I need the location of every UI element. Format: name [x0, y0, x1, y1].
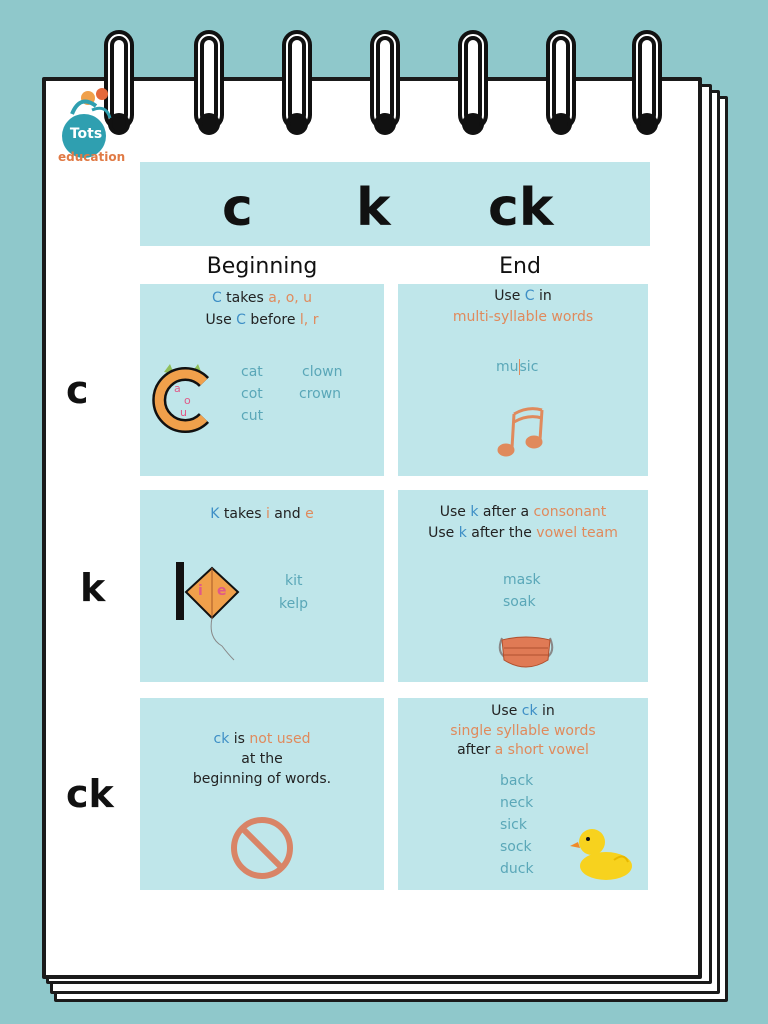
ck-end-word: neck — [500, 795, 534, 811]
k-end-rule-1: Use k after a consonant — [439, 504, 607, 520]
c-begin-word: cat — [241, 364, 263, 380]
c-begin-rule-2: Use C before l, r — [205, 312, 319, 328]
k-begin-rule: K takes i and e — [210, 506, 314, 522]
cat-letter-a: a — [174, 382, 181, 395]
logo-word: education — [58, 150, 126, 164]
logo-badge: Tots — [69, 126, 103, 142]
ck-begin-rule-3: beginning of words. — [192, 771, 332, 787]
ck-end-word: duck — [500, 861, 534, 877]
k-begin-word: kelp — [279, 596, 308, 612]
k-end-rule-2: Use k after the vowel team — [428, 525, 618, 541]
ring-icon — [284, 32, 310, 133]
c-begin-rule-1: C takes a, o, u — [211, 290, 313, 306]
music-notes-icon — [496, 402, 552, 458]
row-label-c: c — [66, 368, 89, 412]
c-end-rule-2: multi-syllable words — [452, 309, 594, 325]
ck-end-rule-1: Use ck in — [491, 703, 555, 719]
c-begin-word: cut — [241, 408, 264, 424]
header-letter-ck: ck — [488, 178, 554, 238]
c-begin-word: crown — [299, 386, 342, 402]
ring-icon — [634, 32, 660, 133]
c-begin-word: cot — [241, 386, 263, 402]
k-end-word: mask — [503, 572, 541, 588]
row-label-ck: ck — [66, 772, 114, 816]
ck-end-rule-3: after a short vowel — [457, 742, 589, 758]
kite-letter-e: e — [217, 583, 227, 599]
ck-end-word: sick — [500, 817, 527, 833]
c-end-word: music — [496, 359, 539, 375]
c-end-rule-1: Use C in — [494, 288, 552, 304]
cat-letter-o: o — [184, 394, 191, 407]
ck-end-rule-2: single syllable words — [450, 723, 596, 739]
cat-letter-c-icon — [150, 362, 214, 434]
ring-icon — [372, 32, 398, 133]
ck-begin-rule-2: at the — [241, 751, 283, 767]
cat-letter-u: u — [180, 406, 187, 419]
kite-letter-i: i — [198, 583, 203, 599]
row-label-k: k — [80, 566, 106, 610]
ck-end-word: sock — [500, 839, 532, 855]
ring-icon — [460, 32, 486, 133]
header-letter-c: c — [222, 178, 253, 238]
k-begin-word: kit — [285, 573, 303, 589]
ring-icon — [196, 32, 222, 133]
column-title-beginning: Beginning — [206, 254, 318, 279]
ck-begin-rule-1: ck is not used — [213, 731, 311, 747]
rubber-duck-icon — [570, 822, 636, 884]
header-letter-k: k — [356, 178, 391, 238]
c-begin-word: clown — [302, 364, 343, 380]
header-band — [140, 162, 650, 246]
column-title-end: End — [499, 254, 541, 279]
k-end-word: soak — [503, 594, 536, 610]
kite-letter-k-icon — [168, 558, 248, 664]
face-mask-icon — [494, 630, 558, 676]
ck-end-word: back — [500, 773, 534, 789]
no-sign-icon — [228, 814, 296, 882]
ring-icon — [548, 32, 574, 133]
